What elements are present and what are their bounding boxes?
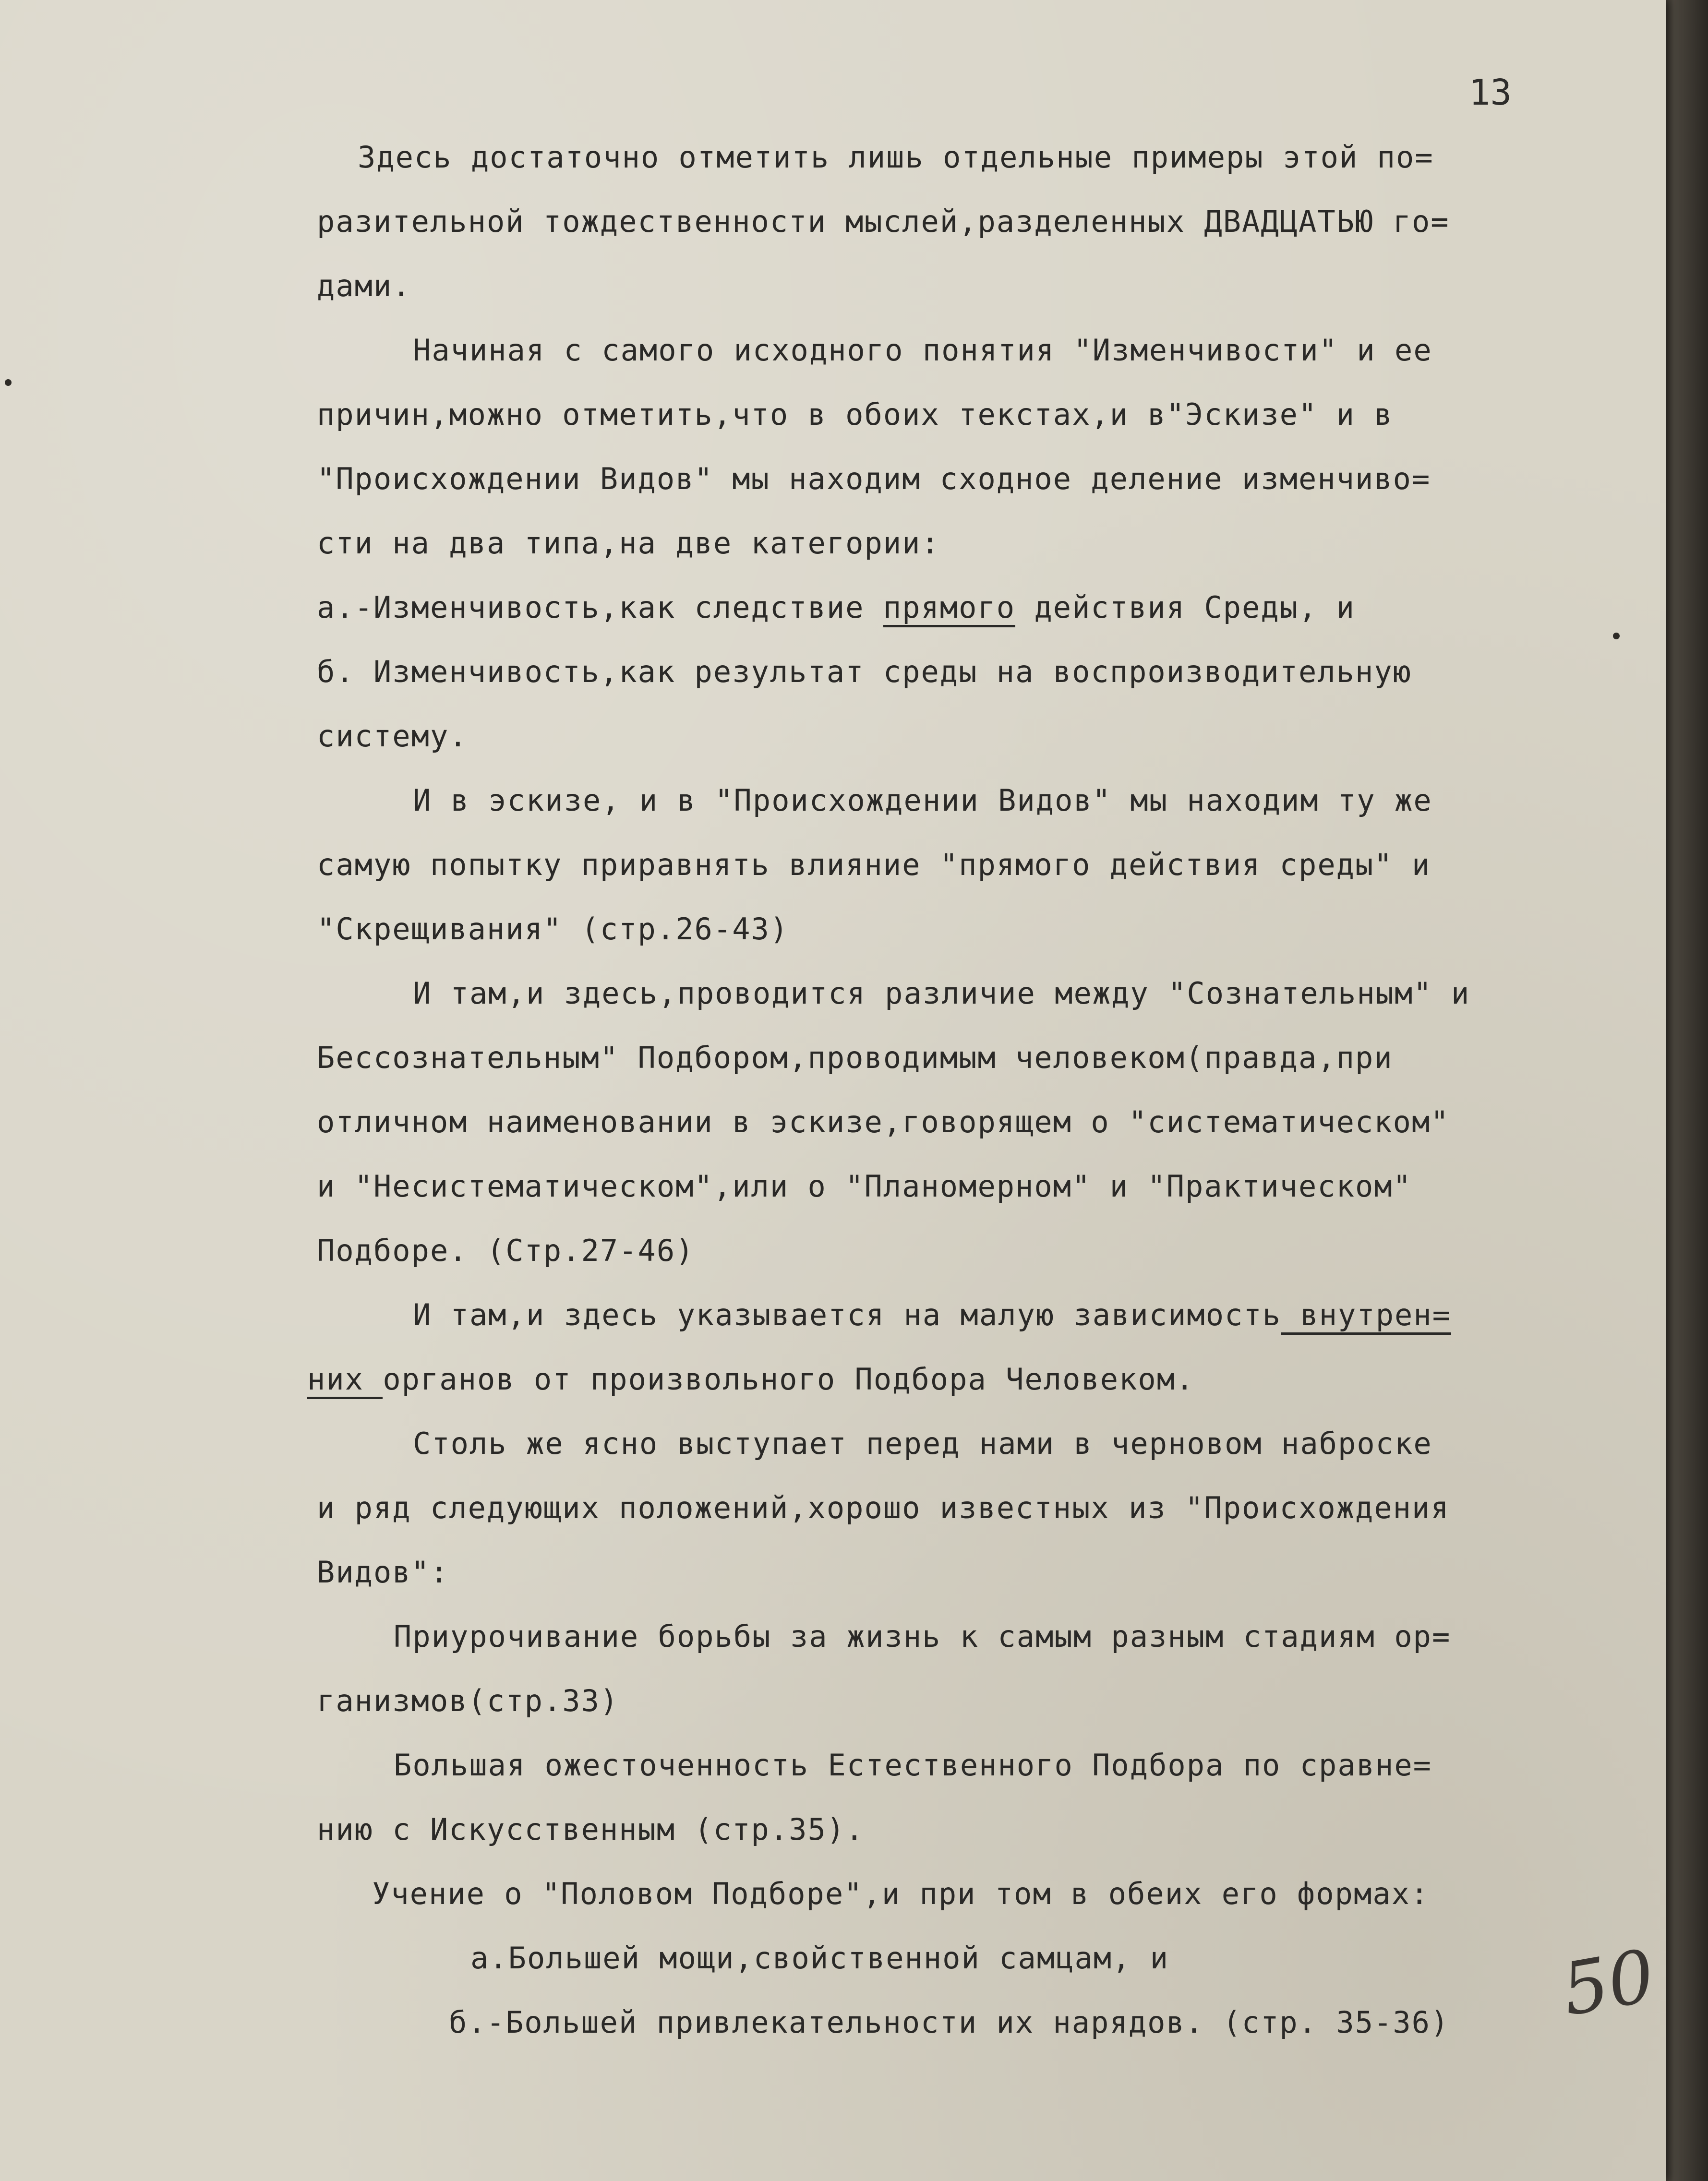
- text-line: отличном наименовании в эскизе,говорящем о "систематическом": [317, 1104, 1450, 1139]
- text-line: Бессознательным" Подбором,проводимым человеком(правда,при: [317, 1040, 1393, 1075]
- text-line: разительной тождественности мыслей,разделенных ДВАДЦАТЬЮ го=: [317, 204, 1450, 239]
- text-line: ганизмов(стр.33): [317, 1683, 619, 1718]
- text-line: И в эскизе, и в "Происхождении Видов" мы находим ту же: [413, 783, 1432, 818]
- text-line: Столь же ясно выступает перед нами в черновом наброске: [413, 1426, 1432, 1461]
- text-line: Большая ожесточенность Естественного Подбора по сравне=: [394, 1748, 1432, 1783]
- text-line: самую попытку приравнять влияние "прямого действия среды" и: [317, 847, 1431, 882]
- text-line: причин,можно отметить,что в обоих текстах,и в"Эскизе" и в: [317, 397, 1393, 432]
- text-line: б.-Большей привлекательности их нарядов. (стр. 35-36): [449, 2005, 1450, 2040]
- text-line: б. Изменчивость,как результат среды на воспроизводительную: [317, 654, 1412, 689]
- text-line: дами.: [317, 268, 411, 303]
- text-line: Видов":: [317, 1555, 449, 1590]
- text-line: Приурочивание борьбы за жизнь к самым разным стадиям ор=: [394, 1619, 1451, 1654]
- text-line: нию с Искусственным (стр.35).: [317, 1812, 865, 1847]
- text-line: и ряд следующих положений,хорошо известных из "Происхождения: [317, 1490, 1450, 1525]
- text-line: Начиная с самого исходного понятия "Изменчивости" и ее: [413, 333, 1432, 368]
- text-line: сти на два типа,на две категории:: [317, 526, 940, 561]
- text-line: И там,и здесь,проводится различие между "Сознательным" и: [413, 976, 1470, 1011]
- underlined-word: них: [307, 1362, 383, 1399]
- text-line: Подборе. (Стр.27-46): [317, 1233, 695, 1268]
- underlined-word: прямого: [883, 590, 1015, 627]
- handwritten-folio-number: 50: [1556, 1934, 1661, 2033]
- text-line: и "Несистематическом",или о "Планомерном" и "Практическом": [317, 1169, 1412, 1204]
- text-line: Учение о "Половом Подборе",и при том в обеих его формах:: [372, 1876, 1430, 1911]
- text-line: "Скрещивания" (стр.26-43): [317, 911, 789, 947]
- text-line: систему.: [317, 719, 468, 754]
- text-line: них органов от произвольного Подбора Человеком.: [307, 1360, 1194, 1399]
- text-line: И там,и здесь указывается на малую зависимость внутрен=: [413, 1296, 1451, 1334]
- text-line: "Происхождении Видов" мы находим сходное деление изменчиво=: [317, 461, 1431, 496]
- text-line: а.Большей мощи,свойственной самцам, и: [470, 1941, 1169, 1976]
- underlined-word: внутрен=: [1281, 1297, 1451, 1335]
- text-line: а.-Изменчивость,как следствие прямого действия Среды, и: [317, 588, 1355, 627]
- text-line: Здесь достаточно отметить лишь отдельные примеры этой по=: [358, 140, 1434, 175]
- page-number: 13: [1469, 72, 1512, 113]
